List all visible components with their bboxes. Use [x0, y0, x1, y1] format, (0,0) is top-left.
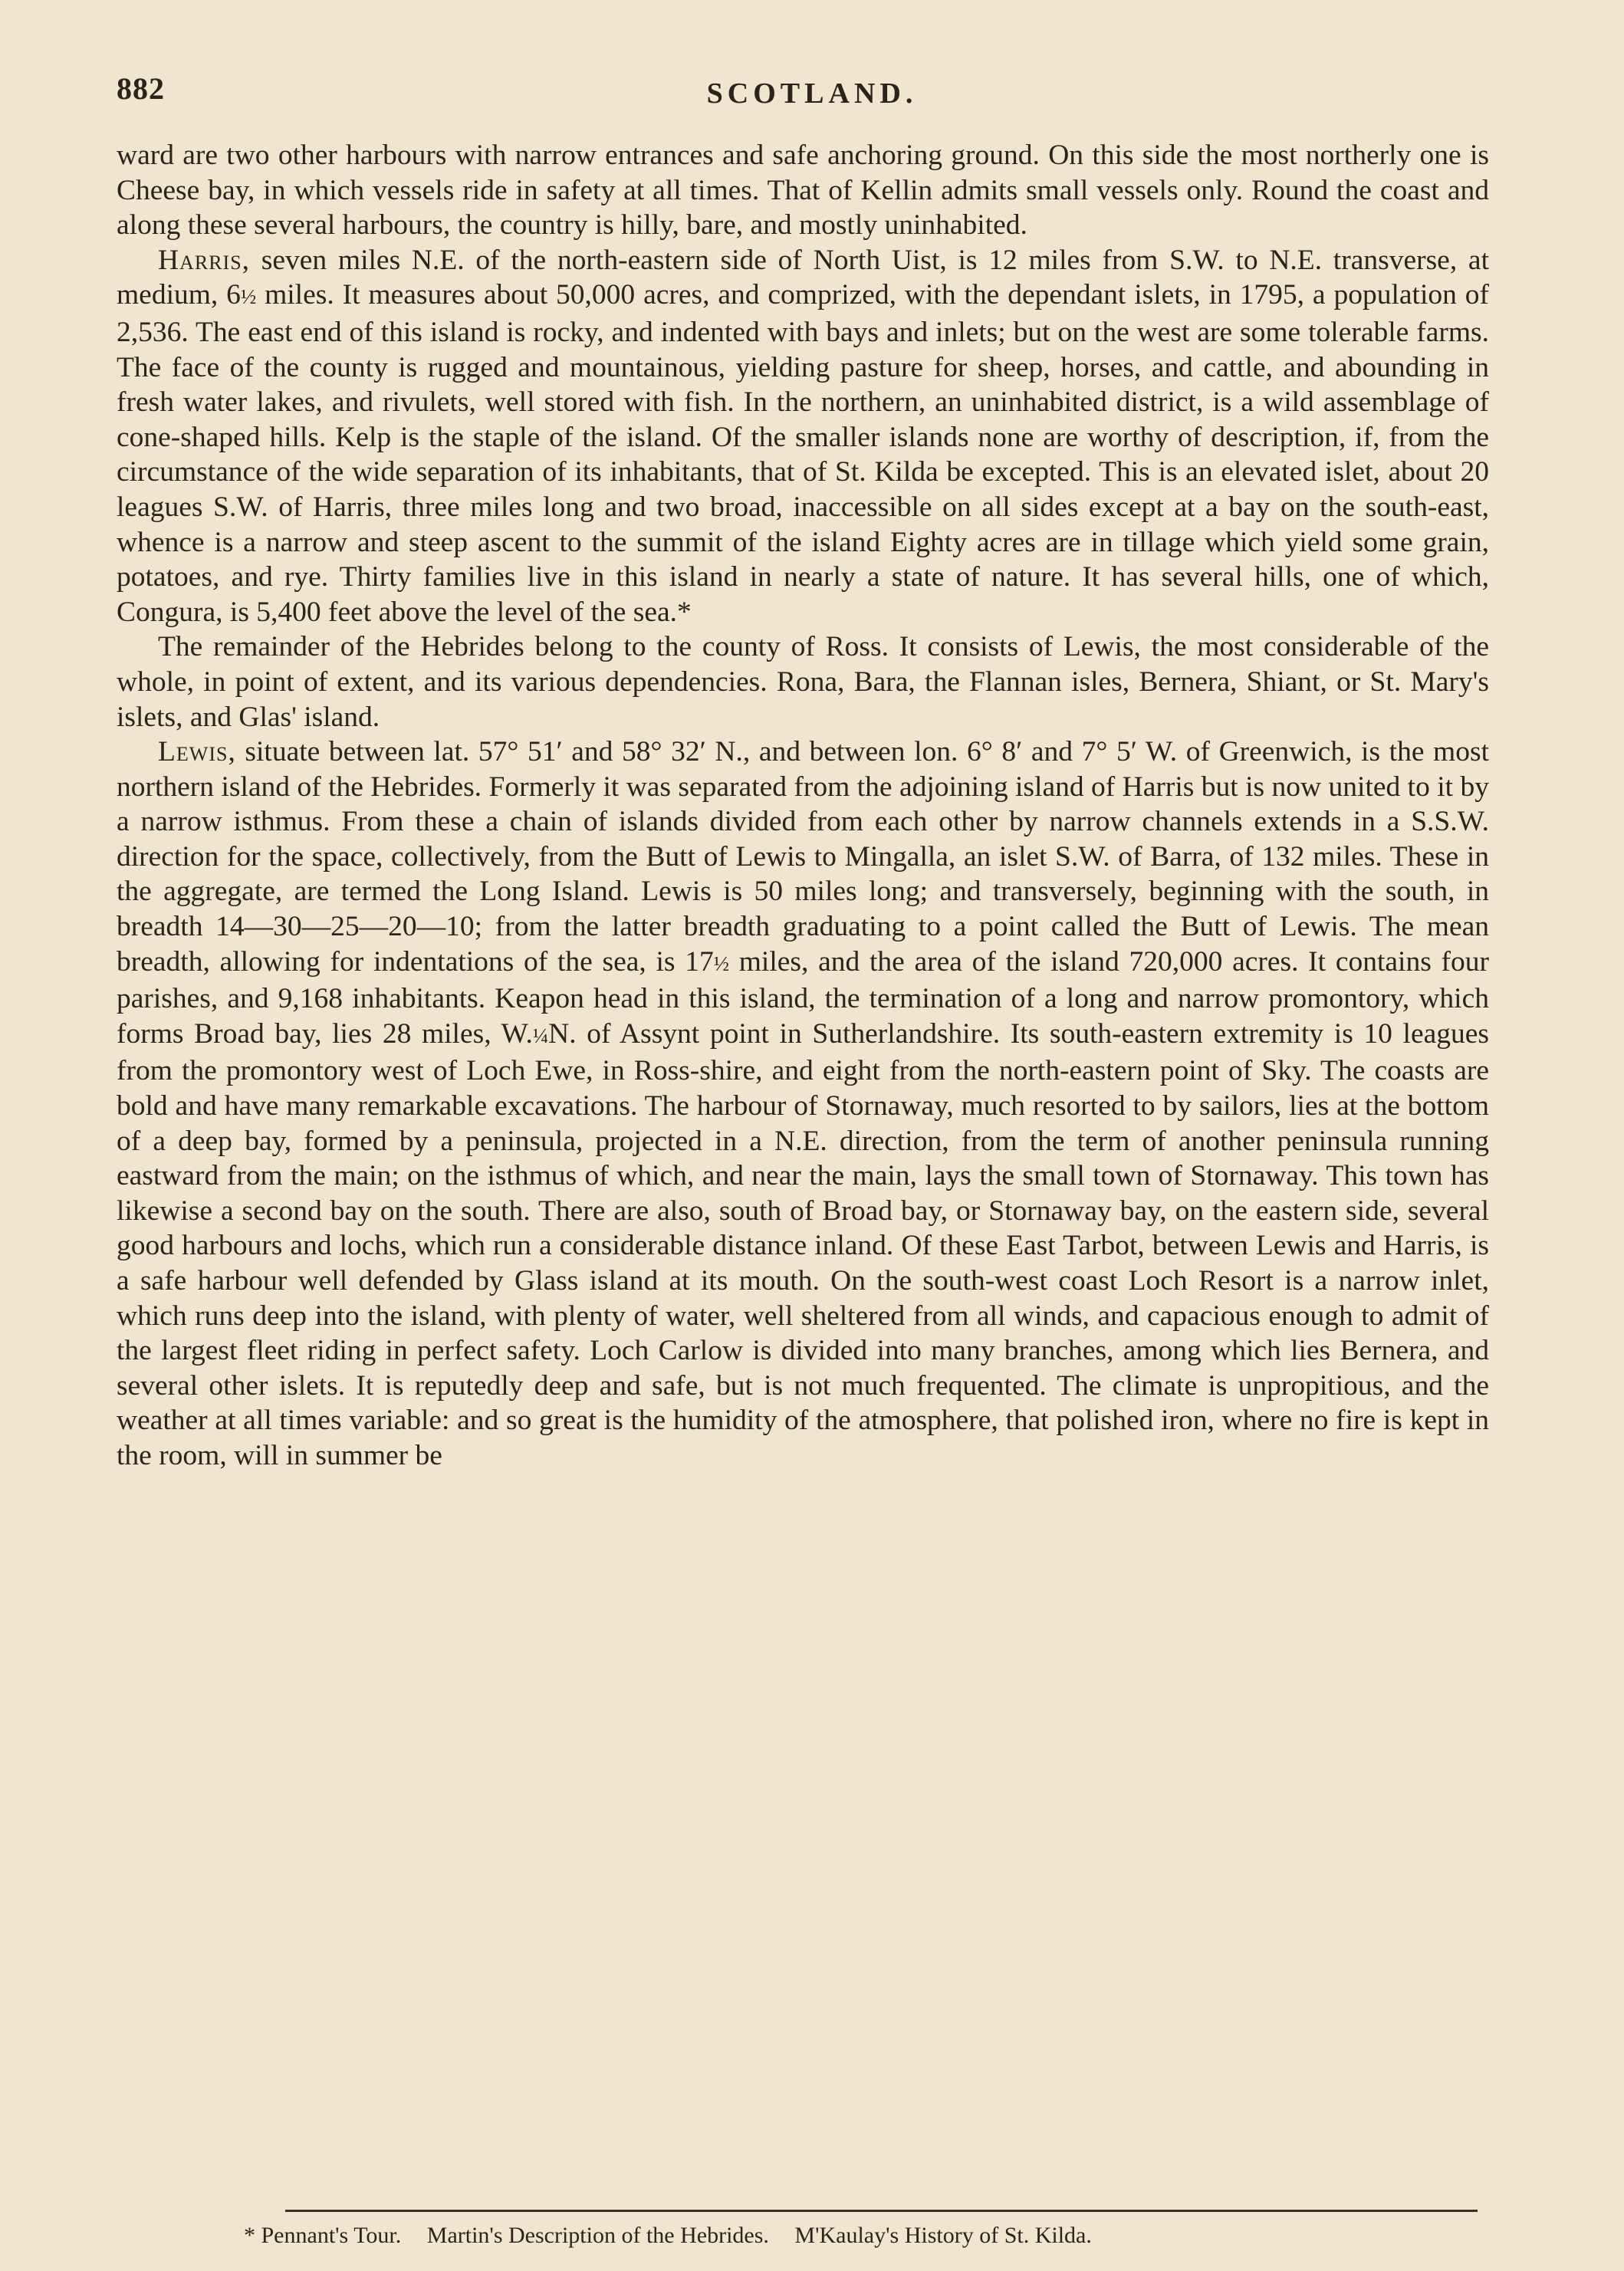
footnote: [244, 2222, 1509, 2250]
paragraph-harris: Harris, seven miles N.E. of the north-eastern side of North Uist, is 12 miles from S.W. to N.E. transverse, at medium, 6½ miles. It measures about 50,000 acres, and comprized, with the dependant islets, in 1795, a population of 2,536. The east end of this island is rocky, and indented with bays and inlets; but on the west are some tolerable farms. The face of the county is rugged and mountainous, yielding pasture for sheep, horses, and cattle, and abounding in fresh water lakes, and rivulets, well stored with fish. In the northern, an uninhabited district, is a wild assemblage of cone-shaped hills. Kelp is the staple of the island. Of the smaller islands none are worthy of description, if, from the circumstance of the wide separation of its inhabitants, that of St. Kilda be excepted. This is an elevated islet, about 20 leagues S.W. of Harris, three miles long and two broad, inaccessible on all sides except at a bay on the south-east, whence is a narrow and steep ascent to the summit of the island Eighty acres are in tillage which yield some grain, potatoes, and rye. Thirty families live in this island in nearly a state of nature. It has several hills, one of which, Congura, is 5,400 feet above the level of the sea.*: [117, 244, 1490, 628]
entry-heading-harris: Harris,: [158, 244, 251, 276]
page-number: 882: [117, 71, 165, 106]
footnote-source-mkaulay: M'Kaulay's History of St. Kilda.: [794, 2223, 1092, 2248]
fraction: ½: [713, 951, 729, 975]
footnote-source-pennant: * Pennant's Tour.: [244, 2223, 402, 2248]
fraction: ½: [240, 285, 257, 309]
fraction: ¼: [532, 1024, 549, 1047]
footnote-source-martin: Martin's Description of the Hebrides.: [426, 2223, 769, 2248]
entry-heading-lewis: Lewis,: [158, 736, 236, 768]
running-head: SCOTLAND.: [706, 77, 918, 110]
body-text: [117, 138, 1489, 1474]
paragraph-lewis: Lewis, situate between lat. 57° 51′ and 58° 32′ N., and between lon. 6° 8′ and 7° 5′ W. of Greenwich, is the most northern island of the Hebrides. Formerly it was separated from the adjoining island of Harris but is now united to it by a narrow isthmus. From these a chain of islands divided from each other by narrow channels extends in a S.S.W. direction for the space, collectively, from the Butt of Lewis to Mingalla, an islet S.W. of Barra, of 132 miles. These in the aggregate, are termed the Long Island. Lewis is 50 miles long; and transversely, beginning with the south, in breadth 14—30—25—20—10; from the latter breadth graduating to a point called the Butt of Lewis. The mean breadth, allowing for indentations of the sea, is 17½ miles, and the area of the island 720,000 acres. It contains four parishes, and 9,168 inhabitants. Keapon head in this island, the termination of a long and narrow promontory, which forms Broad bay, lies 28 miles, W.¼N. of Assynt point in Sutherlandshire. Its south-eastern extremity is 10 leagues from the promontory west of Loch Ewe, in Ross-shire, and eight from the north-eastern point of Sky. The coasts are bold and have many remarkable excavations. The harbour of Stornaway, much resorted to by sailors, lies at the bottom of a deep bay, formed by a peninsula, projected in a N.E. direction, from the term of another peninsula running eastward from the main; on the isthmus of which, and near the main, lays the small town of Stornaway. This town has likewise a second bay on the south. There are also, south of Broad bay, or Stornaway bay, on the eastern side, several good harbours and lochs, which run a considerable distance inland. Of these East Tarbot, between Lewis and Harris, is a safe harbour well defended by Glass island at its mouth. On the south-west coast Loch Resort is a narrow inlet, which runs deep into the island, with plenty of water, well sheltered from all winds, and capacious enough to admit of the largest fleet riding in perfect safety. Loch Carlow is divided into many branches, among which lies Bernera, and several other islets. It is reputedly deep and safe, but is not much frequented. The climate is unpropitious, and the weather at all times variable: and so great is the humidity of the atmosphere, that polished iron, where no fire is kept in the room, will in summer be: [117, 736, 1489, 1471]
paragraph-ross-hebrides: The remainder of the Hebrides belong to the county of Ross. It consists of Lewis, the most considerable of the whole, in point of extent, and its various dependencies. Rona, Bara, the Flannan isles, Bernera, Shiant, or St. Mary's islets, and Glas' island.: [117, 631, 1489, 733]
paragraph-continuation: ward are two other harbours with narrow entrances and safe anchoring ground. On this side the most northerly one is Cheese bay, in which vessels ride in safety at all times. That of Kellin admits small vessels only. Round the coast and along these several harbours, the country is hilly, bare, and mostly uninhabited.: [117, 140, 1489, 242]
footnote-rule: [285, 2210, 1478, 2212]
